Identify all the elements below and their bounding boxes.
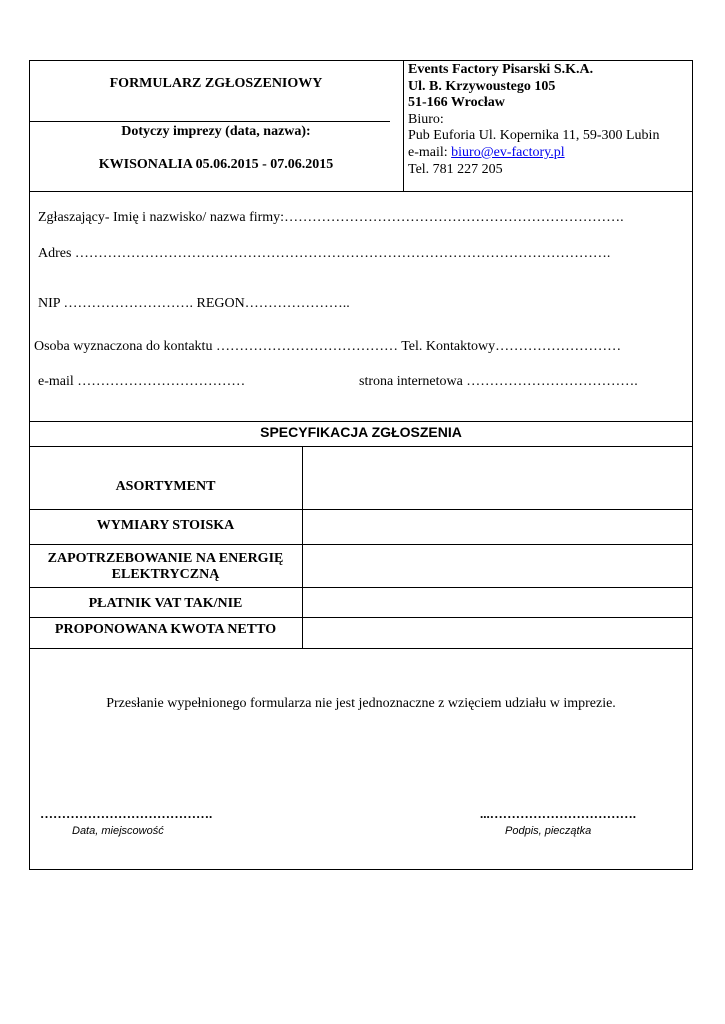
spec-value-stand-size[interactable]	[303, 510, 692, 544]
spec-top-line	[29, 421, 693, 422]
date-place-caption: Data, miejscowość	[72, 825, 164, 837]
spec-row-vat-payer: PŁATNIK VAT TAK/NIE	[88, 596, 243, 611]
office-address: Pub Euforia Ul. Kopernika 11, 59-300 Lubin	[408, 128, 660, 144]
spec-row-electricity: ZAPOTRZEBOWANIE NA ENERGIĘ ELEKTRYCZNĄ	[47, 551, 284, 582]
header-divider-left	[29, 121, 390, 122]
company-city: 51-166 Wrocław	[408, 95, 505, 111]
form-title: FORMULARZ ZGŁOSZENIOWY	[109, 76, 323, 91]
header-bottom-line	[29, 191, 693, 192]
company-info	[408, 62, 691, 178]
spec-value-electricity[interactable]	[303, 545, 692, 587]
spec-title: SPECYFIKACJA ZGŁOSZENIA	[260, 424, 462, 440]
spec-bottom-line	[29, 648, 693, 649]
spec-value-vat-payer[interactable]	[303, 588, 692, 617]
email-field[interactable]: e-mail ………………………………	[38, 374, 246, 389]
company-name: Events Factory Pisarski S.K.A.	[408, 62, 594, 77]
signature-caption: Podpis, pieczątka	[505, 825, 592, 837]
email-label: e-mail:	[408, 144, 452, 160]
participation-note: Przesłanie wypełnionego formularza nie jest jednoznaczne z wzięciem udziału w imprezie.	[106, 696, 616, 711]
spec-value-net-amount[interactable]	[303, 618, 692, 648]
date-place-line[interactable]: ………………………………….	[40, 806, 213, 821]
applicant-name-field[interactable]: Zgłaszający- Imię i nazwisko/ nazwa firmy:……………………………………………………………….	[38, 210, 624, 225]
event-label: Dotyczy imprezy (data, nazwa):	[121, 124, 311, 139]
company-street: Ul. B. Krzywoustego 105	[408, 78, 556, 94]
office-label: Biuro:	[408, 111, 444, 127]
website-field[interactable]: strona internetowa ……………………………….	[359, 374, 638, 389]
company-phone: Tel. 781 227 205	[408, 161, 503, 177]
contact-person-field[interactable]: Osoba wyznaczona do kontaktu ………………………………… Tel. Kontaktowy………………………	[34, 339, 622, 354]
spec-row-assortment: ASORTYMENT	[115, 479, 216, 494]
signature-line[interactable]: ...…………………………….	[480, 806, 636, 821]
event-name: KWISONALIA 05.06.2015 - 07.06.2015	[98, 157, 334, 172]
header-divider-vertical	[403, 60, 404, 191]
nip-regon-field[interactable]: NIP ………………………. REGON…………………..	[38, 296, 350, 311]
spec-row-net-amount: PROPONOWANA KWOTA NETTO	[54, 622, 277, 637]
spec-row-stand-size: WYMIARY STOISKA	[96, 518, 235, 533]
address-field[interactable]: Adres …………………………………………………………………………………………………….	[38, 246, 611, 261]
spec-value-assortment[interactable]	[303, 447, 692, 509]
company-email-link[interactable]: biuro@ev-factory.pl	[451, 144, 565, 160]
